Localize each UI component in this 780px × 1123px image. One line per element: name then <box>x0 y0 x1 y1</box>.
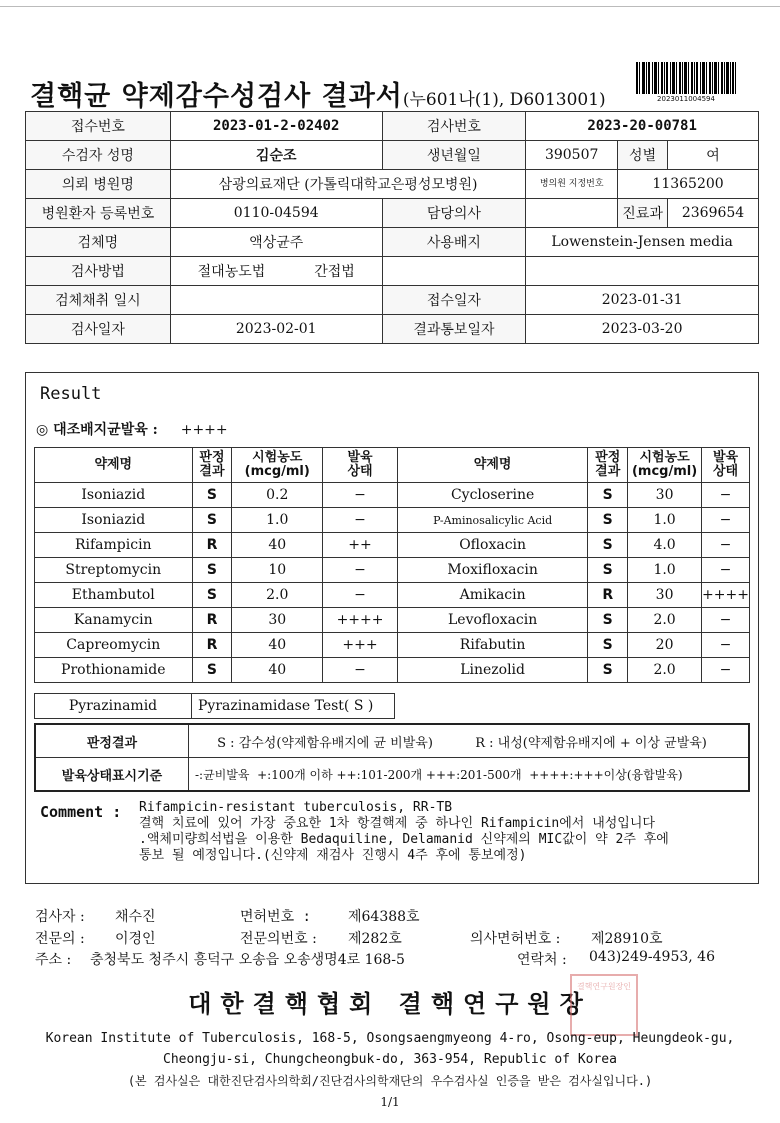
table-row <box>35 483 750 508</box>
specialist-name: 이경인 <box>115 931 156 947</box>
comment-line: .액체미량희석법을 이용한 Bedaquiline, Delamanid 신약제의 MIC값이 약 2주 후에 <box>139 832 669 847</box>
drug-result: R <box>192 608 232 633</box>
table-row <box>35 533 750 558</box>
col-concentration: 시험농도 (mcg/ml) <box>628 448 702 483</box>
info-row <box>26 112 759 141</box>
title-code: (누601나(1), D6013001) <box>402 90 606 110</box>
report-title <box>30 74 606 113</box>
patient-name-value: 김순조 <box>170 141 382 170</box>
receipt-no-label: 접수번호 <box>26 112 171 141</box>
drug-result: S <box>192 558 232 583</box>
drug-growth: − <box>702 558 750 583</box>
info-row <box>26 170 759 199</box>
drug-result: S <box>588 508 628 533</box>
collected-value <box>170 286 382 315</box>
col-result: 판정 결과 <box>192 448 232 483</box>
table-row <box>35 608 750 633</box>
drug-result: S <box>192 483 232 508</box>
license-label: 면허번호 : <box>240 909 311 925</box>
tester-name: 채수진 <box>115 909 156 925</box>
drug-name: Kanamycin <box>35 608 193 633</box>
official-seal: 결핵연구원장인 <box>570 974 638 1036</box>
test-no-label: 검사번호 <box>382 112 526 141</box>
col-result: 판정 결과 <box>588 448 628 483</box>
title-text: 결핵균 약제감수성검사 결과서 <box>30 81 403 112</box>
drug-concentration: 20 <box>628 633 702 658</box>
comment-text <box>139 800 669 864</box>
drug-growth: − <box>323 583 398 608</box>
control-growth <box>36 419 228 439</box>
pyrazinamid-row <box>35 694 395 719</box>
patient-name-label: 수검자 성명 <box>26 141 171 170</box>
drug-growth: − <box>702 633 750 658</box>
pyrazinamid-value: Pyrazinamidase Test( S ) <box>192 694 395 719</box>
comment-line: Rifampicin-resistant tuberculosis, RR-TB <box>139 800 453 815</box>
drug-concentration: 1.0 <box>628 558 702 583</box>
pyrazinamid-table <box>34 693 395 719</box>
dept-label: 진료과 <box>618 199 668 228</box>
drug-name: Ofloxacin <box>397 533 587 558</box>
drug-growth: − <box>323 658 398 683</box>
doctor-license-value: 제28910호 <box>591 931 663 947</box>
col-drug: 약제명 <box>35 448 193 483</box>
drug-name: Moxifloxacin <box>397 558 587 583</box>
hospital-value: 삼광의료재단 (가톨릭대학교은평성모병원) <box>170 170 525 199</box>
info-row <box>26 199 759 228</box>
hospital-code-label: 병의원 지정번호 <box>526 170 618 199</box>
license-value: 제64388호 <box>348 909 420 925</box>
drug-name: P-Aminosalicylic Acid <box>397 508 587 533</box>
drug-result: S <box>588 633 628 658</box>
drug-concentration: 1.0 <box>628 508 702 533</box>
received-label: 접수일자 <box>382 286 526 315</box>
tester-label: 검사자 : <box>35 909 85 925</box>
judgement-r: R : 내성(약제함유배지에 + 이상 균발육) <box>475 735 707 751</box>
info-row <box>26 257 759 286</box>
drug-concentration: 2.0 <box>628 658 702 683</box>
drug-name: Ethambutol <box>35 583 193 608</box>
specialist-label: 전문의 : <box>35 931 85 947</box>
dept-value: 2369654 <box>668 199 759 228</box>
info-row <box>26 228 759 257</box>
drug-name: Isoniazid <box>35 483 193 508</box>
col-drug: 약제명 <box>397 448 587 483</box>
empty-cell <box>382 257 526 286</box>
drug-result: R <box>192 533 232 558</box>
drug-growth: ++++ <box>702 583 750 608</box>
doctor-value <box>526 199 618 228</box>
drug-concentration: 30 <box>232 608 323 633</box>
drug-concentration: 4.0 <box>628 533 702 558</box>
drug-concentration: 30 <box>628 483 702 508</box>
address-en-line-2: Cheongju-si, Chungcheongbuk-do, 363-954, Republic of Korea <box>163 1052 617 1067</box>
table-row <box>35 583 750 608</box>
drug-name: Levofloxacin <box>397 608 587 633</box>
drug-growth: ++++ <box>323 608 398 633</box>
top-border <box>0 6 780 7</box>
doctor-license-label: 의사면허번호 : <box>470 931 561 947</box>
method-label: 검사방법 <box>26 257 171 286</box>
drug-growth: +++ <box>323 633 398 658</box>
drug-name: Cycloserine <box>397 483 587 508</box>
drug-result: S <box>588 483 628 508</box>
info-row <box>26 141 759 170</box>
drug-growth: − <box>323 483 398 508</box>
drug-name: Isoniazid <box>35 508 193 533</box>
sex-label: 성별 <box>618 141 668 170</box>
drug-growth: − <box>702 483 750 508</box>
method-1: 절대농도법 <box>197 264 266 280</box>
drug-result: R <box>588 583 628 608</box>
drug-concentration: 40 <box>232 533 323 558</box>
comment-label: Comment : <box>40 803 122 821</box>
birth-value: 390507 <box>526 141 618 170</box>
legend-table <box>34 723 750 792</box>
barcode-image <box>636 62 736 94</box>
drug-concentration: 2.0 <box>232 583 323 608</box>
drug-growth: − <box>702 508 750 533</box>
col-concentration: 시험농도 (mcg/ml) <box>232 448 323 483</box>
address-en-line-1: Korean Institute of Tuberculosis, 168-5, Osongsaengmyeong 4-ro, Osong-eup, Heungdeok-gu, <box>45 1031 735 1046</box>
specimen-label: 검체명 <box>26 228 171 257</box>
growth-standard-label: 발육상태표시기준 <box>35 758 189 792</box>
contact-label: 연락처 : <box>517 952 567 968</box>
barcode-number: 2023011004594 <box>657 95 715 103</box>
reg-no-value: 0110-04594 <box>170 199 382 228</box>
drug-name: Linezolid <box>397 658 587 683</box>
drug-concentration: 0.2 <box>232 483 323 508</box>
legend-row <box>35 724 749 758</box>
report-date-label: 결과통보일자 <box>382 315 526 344</box>
specialist-no-value: 제282호 <box>348 931 402 947</box>
drug-result: R <box>192 633 232 658</box>
drug-growth: − <box>702 533 750 558</box>
empty-cell <box>526 257 759 286</box>
medium-value: Lowenstein-Jensen media <box>526 228 759 257</box>
drug-concentration: 1.0 <box>232 508 323 533</box>
table-row <box>35 558 750 583</box>
drug-result: S <box>588 608 628 633</box>
drug-result: S <box>588 558 628 583</box>
receipt-no-value: 2023-01-2-02402 <box>170 112 382 141</box>
info-row <box>26 315 759 344</box>
drug-name: Streptomycin <box>35 558 193 583</box>
specialist-no-label: 전문의번호 : <box>240 931 317 947</box>
control-value: ++++ <box>180 422 228 438</box>
organization-name: 대한결핵협회 결핵연구원장 <box>188 990 592 1018</box>
drug-concentration: 2.0 <box>628 608 702 633</box>
drug-result: S <box>588 658 628 683</box>
col-growth: 발육 상태 <box>702 448 750 483</box>
judgement-label: 판정결과 <box>35 724 189 758</box>
drug-name: Rifabutin <box>397 633 587 658</box>
pyrazinamid-label: Pyrazinamid <box>35 694 192 719</box>
result-title: Result <box>40 384 102 404</box>
drug-growth: − <box>323 558 398 583</box>
drug-concentration: 30 <box>628 583 702 608</box>
growth-standard-text: -:균비발육 +:100개 이하 ++:101-200개 +++:201-500개 ++++:+++이상(융합발육) <box>189 758 750 792</box>
drug-growth: − <box>702 658 750 683</box>
drug-name: Prothionamide <box>35 658 193 683</box>
table-row <box>35 658 750 683</box>
method-2: 간접법 <box>314 264 355 280</box>
drug-concentration: 40 <box>232 658 323 683</box>
drug-concentration: 10 <box>232 558 323 583</box>
control-label: ◎ 대조배지균발육 : <box>36 422 158 438</box>
drug-name: Rifampicin <box>35 533 193 558</box>
specimen-value: 액상균주 <box>170 228 382 257</box>
info-row <box>26 286 759 315</box>
drug-concentration: 40 <box>232 633 323 658</box>
address-label: 주소 : <box>35 952 72 968</box>
contact-value: 043)249-4953, 46 <box>589 949 715 965</box>
address-value: 충청북도 청주시 흥덕구 오송읍 오송생명4로 168-5 <box>90 952 405 968</box>
patient-info-table <box>25 111 759 344</box>
drug-results-table <box>34 447 750 683</box>
method-value <box>170 257 382 286</box>
certification-note: (본 검사실은 대한진단검사의학회/진단검사의학재단의 우수검사실 인증을 받은 검사실입니다.) <box>127 1074 653 1088</box>
test-date-value: 2023-02-01 <box>170 315 382 344</box>
drug-result: S <box>192 583 232 608</box>
birth-label: 생년월일 <box>382 141 526 170</box>
drug-growth: − <box>702 608 750 633</box>
drug-name: Amikacin <box>397 583 587 608</box>
table-row <box>35 633 750 658</box>
test-no-value: 2023-20-00781 <box>526 112 759 141</box>
doctor-label: 담당의사 <box>382 199 526 228</box>
drug-result: S <box>588 533 628 558</box>
collected-label: 검체채취 일시 <box>26 286 171 315</box>
test-date-label: 검사일자 <box>26 315 171 344</box>
comment-line: 통보 될 예정입니다.(신약제 재검사 진행시 4주 후에 통보예정) <box>139 848 527 863</box>
drug-result: S <box>192 508 232 533</box>
drug-growth: − <box>323 508 398 533</box>
drug-growth: ++ <box>323 533 398 558</box>
col-growth: 발육 상태 <box>323 448 398 483</box>
comment-line: 결핵 치료에 있어 가장 중요한 1차 항결핵제 중 하나인 Rifampicin에서 내성입니다 <box>139 816 655 831</box>
table-row <box>35 508 750 533</box>
table-header-row <box>35 448 750 483</box>
hospital-code-value: 11365200 <box>618 170 759 199</box>
judgement-s: S : 감수성(약제함유배지에 균 비발육) <box>217 735 433 751</box>
sex-value: 여 <box>668 141 759 170</box>
reg-no-label: 병원환자 등록번호 <box>26 199 171 228</box>
report-date-value: 2023-03-20 <box>526 315 759 344</box>
page-number: 1/1 <box>380 1095 400 1109</box>
medium-label: 사용배지 <box>382 228 526 257</box>
drug-name: Capreomycin <box>35 633 193 658</box>
judgement-text <box>189 724 750 758</box>
hospital-label: 의뢰 병원명 <box>26 170 171 199</box>
legend-row <box>35 758 749 792</box>
drug-result: S <box>192 658 232 683</box>
received-value: 2023-01-31 <box>526 286 759 315</box>
